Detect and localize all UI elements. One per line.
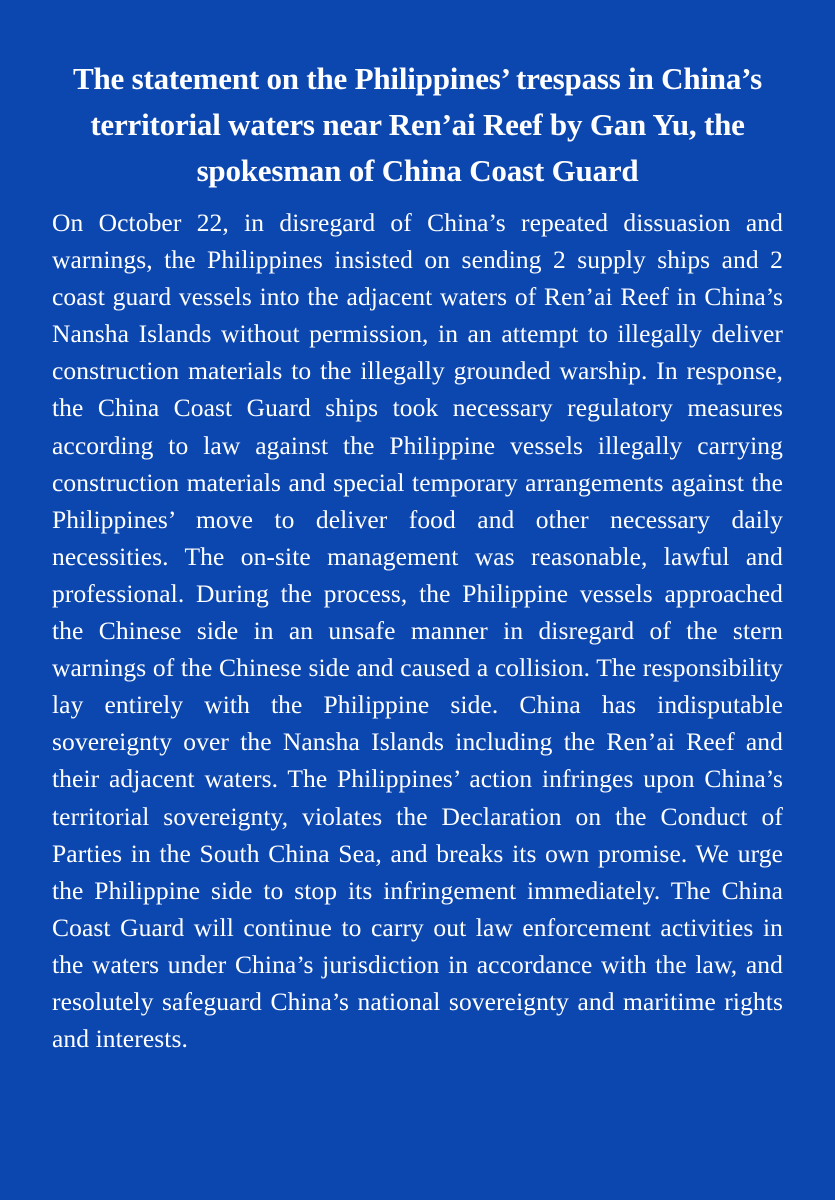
statement-body: On October 22, in disregard of China’s repeated dissuasion and warnings, the Philippines insisted on sending 2 supply ships and 2 coast guard vessels into the adjacent waters of Ren’ai Reef in China’s Nansha Islands without permission, in an attempt to illegally deliver construction materials to the illegally grounded warship. In response, the China Coast Guard ships took necessary regulatory measures according to law against the Philippine vessels illegally carrying construction materials and special temporary arrangements against the Philippines’ move to deliver food and other necessary daily necessities. The on-site management was reasonable, lawful and professional. During the process, the Philippine vessels approached the Chinese side in an unsafe manner in disregard of the stern warnings of the Chinese side and caused a collision. The responsibility lay entirely with the Philippine side. China has indisputable sovereignty over the Nansha Islands including the Ren’ai Reef and their adjacent waters. The Philippines’ action infringes upon China’s territorial sovereignty, violates the Declaration on the Conduct of Parties in the South China Sea, and breaks its own promise. We urge the Philippine side to stop its infringement immediately. The China Coast Guard will continue to carry out law enforcement activities in the waters under China’s jurisdiction in accordance with the law, and resolutely safeguard China’s national sovereignty and maritime rights and interests. — [52, 208, 783, 1054]
statement-title: The statement on the Philippines’ trespass in China’s territorial waters near Ren’ai Reef by Gan Yu, the spokesman of China Coast Guard — [73, 61, 762, 188]
